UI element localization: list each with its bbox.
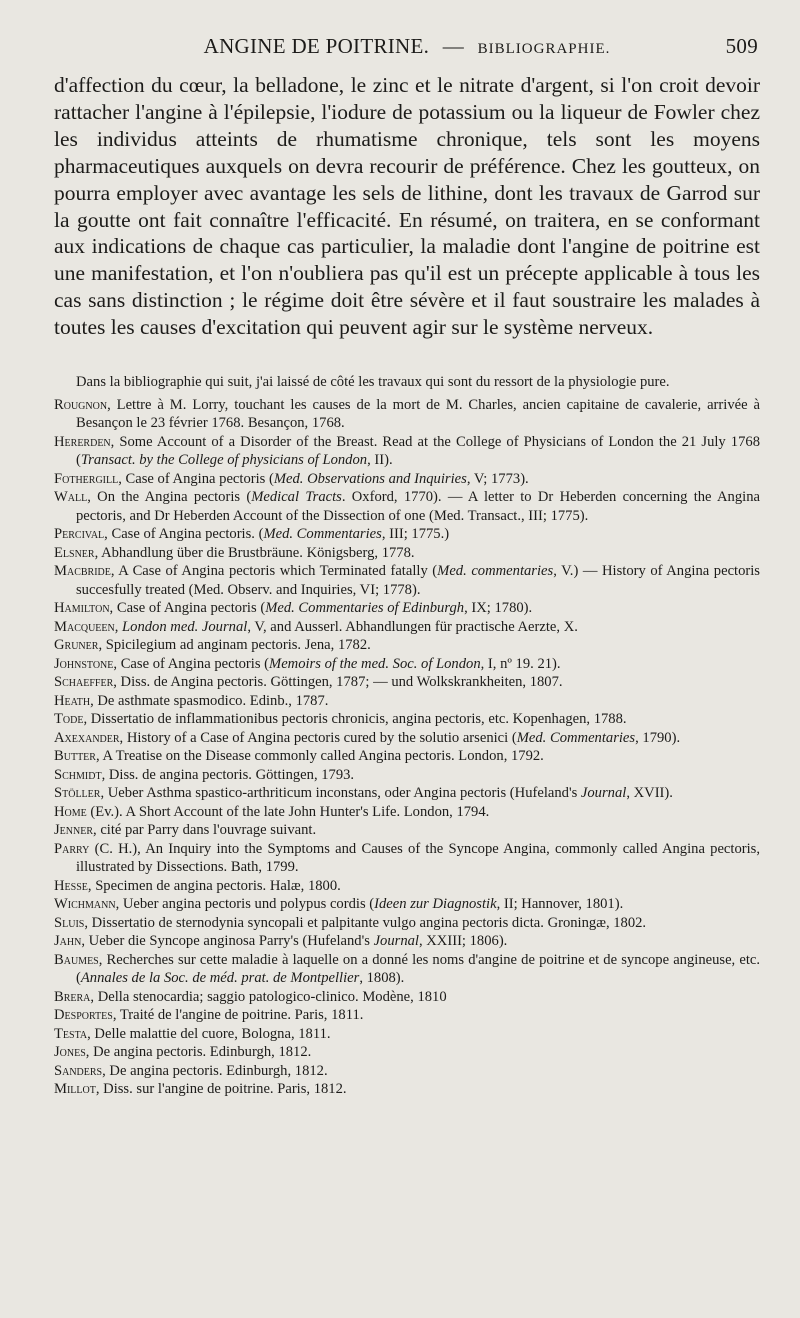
entry-text-end: , V.) — History of Angina pectoris succesfully treated (Med. Observ. and Inquiries, VI; 1778).: [76, 563, 760, 598]
entry-text-end: , I, nº 19. 21).: [480, 655, 561, 672]
entry-text-end: , V, and Ausserl. Abhandlungen für practische Aerzte, X.: [247, 618, 578, 635]
entry-author: Jenner: [54, 822, 94, 839]
entry-author: Butter: [54, 748, 96, 765]
entry-author: Wichmann: [54, 896, 116, 913]
section-label: BIBLIOGRAPHIE.: [477, 41, 611, 57]
bibliography-entry: [54, 1043, 760, 1062]
entry-author: Fothergill: [54, 470, 119, 487]
bibliography-entry: [54, 821, 760, 840]
entry-author: Sanders: [54, 1062, 103, 1079]
bibliography-entry: [54, 655, 760, 674]
entry-text: ,: [114, 618, 123, 635]
entry-source: Med. Observations and Inquiries: [273, 470, 467, 487]
entry-author: Hesse: [54, 877, 88, 894]
entry-author: Gruner: [54, 637, 99, 654]
bibliography-entry: [54, 1080, 760, 1099]
entry-text: , Diss. de Angina pectoris. Göttingen, 1787; — und Wolkskrankheiten, 1807.: [113, 674, 563, 691]
entry-source: Journal: [373, 933, 419, 950]
entry-author: Testa: [54, 1025, 88, 1042]
entry-text: , Ueber angina pectoris und polypus cordis (: [115, 896, 375, 913]
bibliography-entry: [54, 784, 760, 803]
entry-author: Desportes: [54, 1007, 113, 1024]
entry-author: Macqueen: [54, 618, 115, 635]
bibliography: [54, 373, 760, 1099]
entry-source: Med. commentaries: [437, 563, 554, 580]
entry-source: Med. Commentaries: [516, 729, 636, 746]
entry-author: Millot: [54, 1081, 96, 1098]
body-paragraph: d'affection du cœur, la belladone, le zinc et le nitrate d'argent, si l'on croit devoir rattacher l'angine à l'épilepsie, l'iodure de potassium ou la liqueur de Fowler chez les individus atteints de rhumatisme chronique, tels sont les moyens pharmaceutiques auxquels on devra recourir de préférence. Chez les goutteux, on pourra employer avec avantage les sels de lithine, dont les travaux de Garrod sur la goutte ont fait connaître l'efficacité. En résumé, on traitera, en se conformant aux indications de chaque cas particulier, la maladie dont l'angine de poitrine est une manifestation, et l'on n'oubliera pas qu'il est un précepte applicable à tous les cas sans distinction ; le régime doit être sévère et il faut soustraire les malades à toutes les causes d'excitation qui peuvent agir sur le système nerveux.: [54, 73, 760, 340]
bibliography-entry: [54, 433, 760, 470]
entry-text: , Dissertatio de inflammationibus pectoris chronicis, angina pectoris, etc. Kopenhagen, 1788.: [83, 711, 627, 728]
entry-author: Schaeffer: [54, 674, 114, 691]
entry-author: Heath: [54, 692, 91, 709]
bibliography-entry: [54, 692, 760, 711]
entry-text: , A Treatise on the Disease commonly called Angina pectoris. London, 1792.: [95, 748, 544, 765]
bibliography-entry: [54, 488, 760, 525]
entry-text: , Case of Angina pectoris (: [113, 655, 270, 672]
bibliography-entry: [54, 636, 760, 655]
entry-author: Schmidt: [54, 766, 102, 783]
entry-text-end: , IX; 1780).: [464, 600, 533, 617]
entry-author: Sluis: [54, 914, 85, 931]
bibliography-entry: [54, 747, 760, 766]
entry-text: , De angina pectoris. Edinburgh, 1812.: [102, 1062, 328, 1079]
bibliography-entry: [54, 1006, 760, 1025]
bibliography-entry: [54, 895, 760, 914]
entry-source: Transact. by the College of physicians of London: [80, 452, 368, 469]
bibliography-entry: [54, 766, 760, 785]
entry-author: Home: [54, 803, 87, 820]
entry-text: , Specimen de angina pectoris. Halæ, 1800.: [87, 877, 341, 894]
entry-text-end: , II; Hannover, 1801).: [496, 896, 624, 913]
header-separator: —: [442, 34, 465, 58]
bibliography-entry: [54, 803, 760, 822]
bibliography-list: [54, 396, 760, 1099]
entry-author: Jahn: [54, 933, 82, 950]
entry-source: Medical Tracts: [251, 489, 342, 506]
bibliography-entry: [54, 840, 760, 877]
entry-text-end: . Oxford, 1770). — A letter to Dr Heberden concerning the Angina pectoris, and Dr Heberden Account of the Dissection of one (Med. Transact., III; 1775).: [76, 489, 760, 524]
bibliography-entry: [54, 562, 760, 599]
entry-text: , Abhandlung über die Brustbräune. Königsberg, 1778.: [94, 544, 415, 561]
entry-text-end: , V; 1773).: [466, 470, 529, 487]
bibliography-entry: [54, 729, 760, 748]
entry-text: , Della stenocardia; saggio patologico-clinico. Modène, 1810: [90, 988, 447, 1005]
entry-author: Brera: [54, 988, 91, 1005]
bibliography-entry: [54, 544, 760, 563]
entry-text-end: , 1790).: [635, 729, 681, 746]
entry-text: , History of a Case of Angina pectoris cured by the solutio arsenici (: [119, 729, 517, 746]
entry-author: Jones: [54, 1044, 86, 1061]
entry-text: , On the Angina pectoris (: [87, 489, 252, 506]
bibliography-entry: [54, 932, 760, 951]
entry-source: Med. Commentaries of Edinburgh: [265, 600, 465, 617]
entry-text: , Ueber die Syncope anginosa Parry's (Hufeland's: [81, 933, 374, 950]
entry-text-end: , 1808).: [359, 970, 405, 987]
entry-text: , Case of Angina pectoris (: [118, 470, 274, 487]
entry-text: , Case of Angina pectoris (: [109, 600, 266, 617]
entry-source: Ideen zur Diagnostik: [374, 896, 497, 913]
entry-text: (C. H.), An Inquiry into the Symptoms and Causes of the Syncope Angina, commonly called Angina pectoris, illustrated by Dissections. Bath, 1799.: [76, 840, 760, 876]
bibliography-entry: [54, 618, 760, 637]
entry-text: , Lettre à M. Lorry, touchant les causes de la mort de M. Charles, ancien capitaine de cavalerie, arrivée à Besançon le 23 février 1768. Besançon, 1768.: [76, 396, 760, 432]
entry-author: Tode: [54, 711, 84, 728]
entry-text: , De asthmate spasmodico. Edinb., 1787.: [90, 692, 329, 709]
bibliography-entry: [54, 914, 760, 933]
entry-text: , Spicilegium ad anginam pectoris. Jena, 1782.: [98, 637, 371, 654]
running-title: ANGINE DE POITRINE.: [203, 34, 430, 58]
entry-text: , Ueber Asthma spastico-arthriticum inconstans, oder Angina pectoris (Hufeland's: [100, 785, 581, 802]
entry-source: Memoirs of the med. Soc. of London: [269, 655, 481, 672]
bibliography-entry: [54, 525, 760, 544]
entry-text: , Case of Angina pectoris. (: [104, 526, 264, 543]
entry-author: Macbride: [54, 563, 111, 580]
entry-text: , Delle malattie del cuore, Bologna, 1811.: [87, 1025, 331, 1042]
entry-source: Annales de la Soc. de méd. prat. de Montpellier: [80, 970, 360, 987]
entry-author: Hererden: [54, 433, 111, 450]
entry-author: Elsner: [54, 544, 95, 561]
entry-text: , Diss. sur l'angine de poitrine. Paris, 1812.: [95, 1081, 347, 1098]
main-text: [54, 72, 760, 341]
bibliography-entry: [54, 877, 760, 896]
entry-text-end: , XXIII; 1806).: [418, 933, 508, 950]
entry-text: , A Case of Angina pectoris which Terminated fatally (: [110, 563, 438, 580]
bibliography-entry: [54, 1062, 760, 1081]
bibliography-entry: [54, 470, 760, 489]
entry-author: Rougnon: [54, 396, 108, 413]
entry-author: Hamilton: [54, 600, 110, 617]
bibliography-entry: [54, 1025, 760, 1044]
bibliography-entry: [54, 710, 760, 729]
entry-text: , Recherches sur cette maladie à laquelle on a donné les noms d'angine de poitrine et de syncope angineuse, etc. (: [76, 951, 760, 987]
entry-author: Baumes: [54, 951, 99, 968]
entry-text-end: , XVII).: [626, 785, 673, 802]
bibliography-entry: [54, 599, 760, 618]
bibliography-entry: [54, 988, 760, 1007]
entry-text: , cité par Parry dans l'ouvrage suivant.: [93, 822, 317, 839]
entry-text-end: , III; 1775.): [381, 526, 450, 543]
entry-author: Johnstone: [54, 655, 114, 672]
entry-text: (Ev.). A Short Account of the late John Hunter's Life. London, 1794.: [86, 803, 490, 820]
bibliography-intro: Dans la bibliographie qui suit, j'ai laissé de côté les travaux qui sont du ressort de la physiologie pure.: [76, 374, 670, 391]
entry-source: Med. Commentaries: [263, 526, 382, 543]
bibliography-entry: [54, 673, 760, 692]
page-number: 509: [725, 34, 758, 58]
entry-author: Parry: [54, 840, 90, 857]
entry-text-end: , II).: [367, 452, 393, 469]
entry-author: Axexander: [54, 729, 120, 746]
entry-source: London med. Journal: [122, 618, 248, 635]
running-header: [54, 34, 760, 72]
entry-author: Stöller: [54, 785, 101, 802]
entry-text: , Dissertatio de sternodynia syncopali et palpitante vulgo angina pectoris dicta. Groningæ, 1802.: [84, 914, 647, 931]
entry-author: Wall: [54, 489, 88, 506]
entry-source: Journal: [580, 785, 627, 802]
entry-text: , Some Account of a Disorder of the Breast. Read at the College of Physicians of London the 21 July 1768 (: [76, 433, 760, 469]
entry-text: , Traité de l'angine de poitrine. Paris, 1811.: [112, 1007, 364, 1024]
entry-text: , Diss. de angina pectoris. Göttingen, 1793.: [101, 766, 355, 783]
bibliography-entry: [54, 396, 760, 433]
bibliography-entry: [54, 951, 760, 988]
entry-author: Percival: [54, 526, 105, 543]
entry-text: , De angina pectoris. Edinburgh, 1812.: [85, 1044, 312, 1061]
